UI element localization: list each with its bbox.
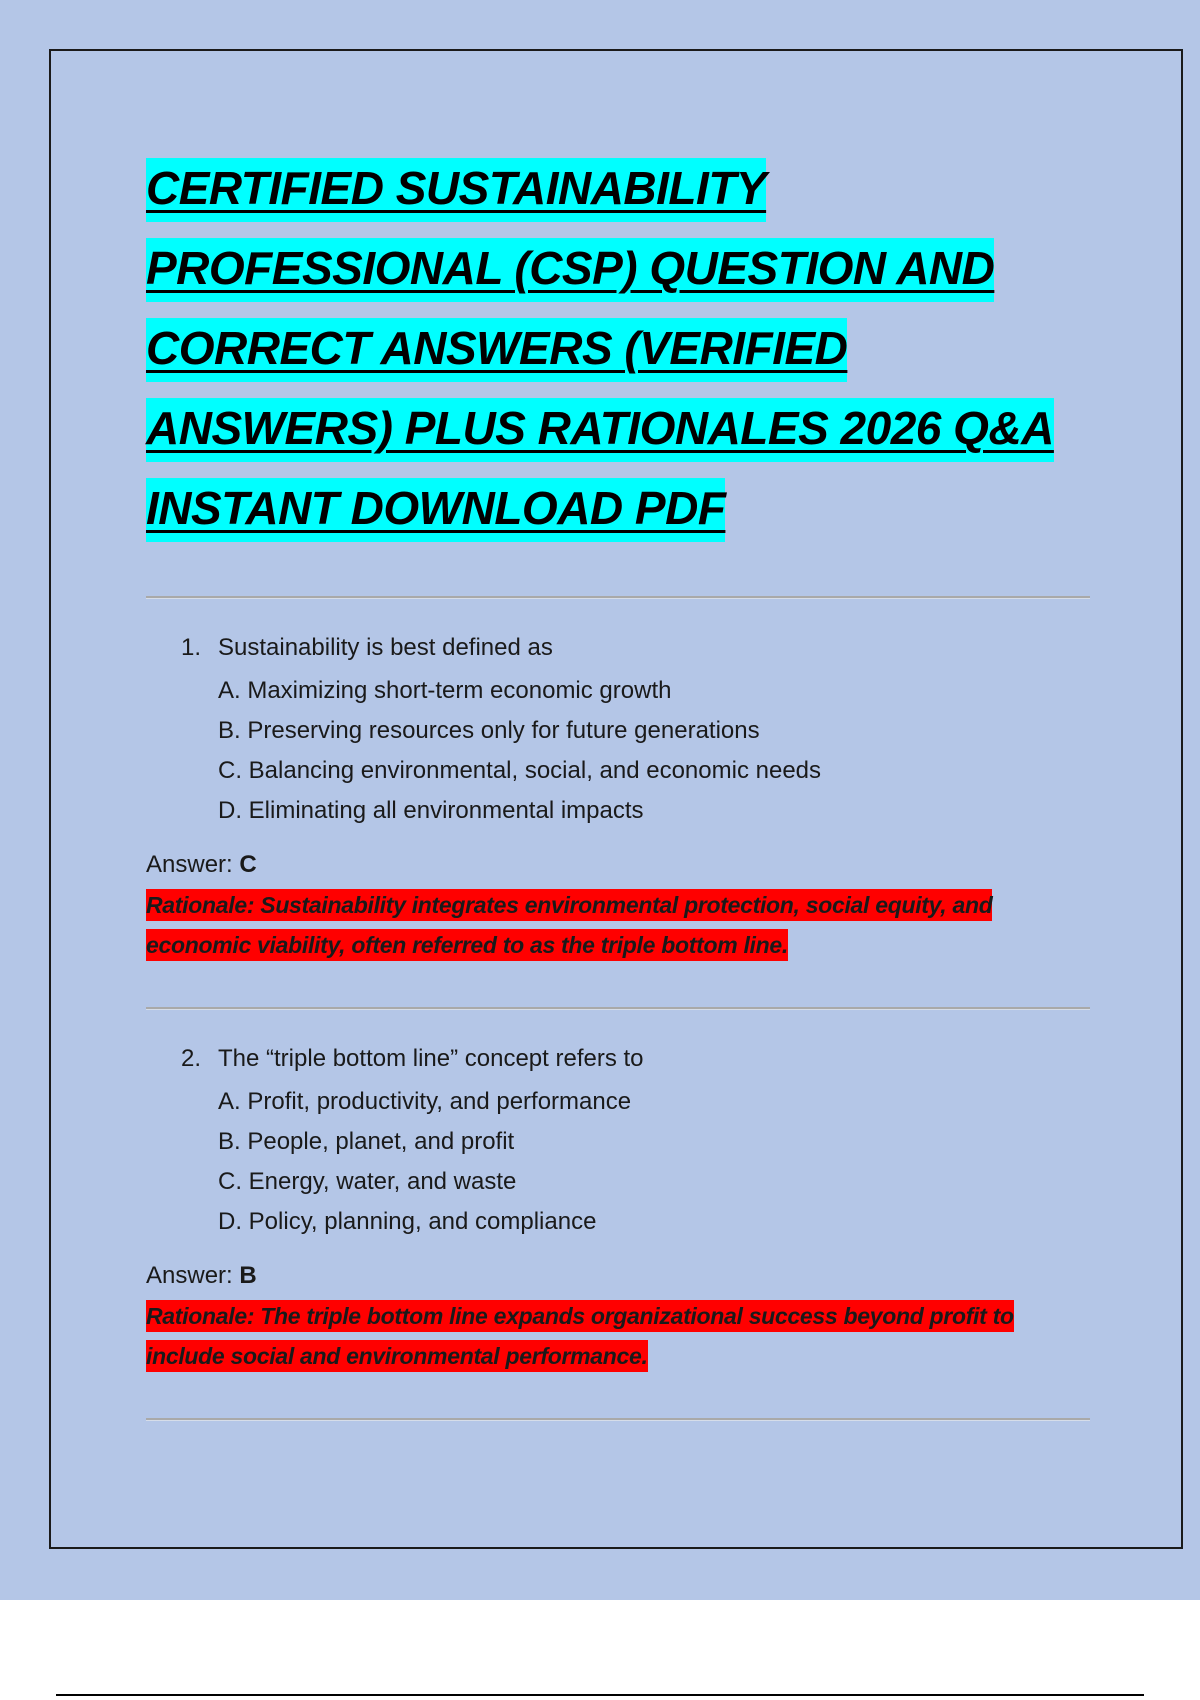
answer-option-d: D. Eliminating all environmental impacts [218, 797, 644, 824]
answer-option-a: A. Profit, productivity, and performance [218, 1088, 632, 1115]
rationale [146, 885, 1090, 965]
question-number: 1. [181, 634, 202, 661]
question-block-1 [146, 633, 1090, 965]
answer-option-c: C. Energy, water, and waste [218, 1168, 517, 1195]
answer-letter: B [239, 1262, 257, 1289]
answer-options [146, 671, 1090, 831]
section-divider [146, 1007, 1090, 1010]
answer-label: Answer: [146, 851, 240, 878]
question-stem [146, 1044, 1090, 1074]
question-text: The “triple bottom line” concept refers to [218, 1045, 644, 1072]
footer-rule [56, 1694, 1144, 1696]
question-stem [146, 633, 1090, 663]
answer-options [146, 1082, 1090, 1242]
answer-option-c: C. Balancing environmental, social, and economic needs [218, 757, 822, 784]
document-title [146, 148, 1090, 548]
rationale [146, 1296, 1090, 1376]
section-divider [146, 1418, 1090, 1421]
answer-option-b: B. Preserving resources only for future generations [218, 717, 760, 744]
answer-option-a: A. Maximizing short-term economic growth [218, 677, 672, 704]
rationale-text: Rationale: Sustainability integrates environmental protection, social equity, and economic viability, often referred to as the triple bottom line. [146, 889, 992, 961]
answer-line [146, 849, 1090, 881]
question-number: 2. [181, 1045, 202, 1072]
answer-option-b: B. People, planet, and profit [218, 1128, 515, 1155]
document-title-text: CERTIFIED SUSTAINABILITY PROFESSIONAL (CSP) QUESTION AND CORRECT ANSWERS (VERIFIED ANSWERS) PLUS RATIONALES 2026 Q&A INSTANT DOWNLOAD PDF [146, 158, 1054, 542]
answer-label: Answer: [146, 1262, 240, 1289]
answer-line [146, 1260, 1090, 1292]
section-divider [146, 596, 1090, 599]
question-block-2 [146, 1044, 1090, 1376]
answer-letter: C [239, 851, 257, 878]
question-text: Sustainability is best defined as [218, 634, 553, 661]
answer-option-d: D. Policy, planning, and compliance [218, 1208, 597, 1235]
document-content [146, 148, 1090, 1421]
rationale-text: Rationale: The triple bottom line expands organizational success beyond profit to include social and environmental performance. [146, 1300, 1014, 1372]
